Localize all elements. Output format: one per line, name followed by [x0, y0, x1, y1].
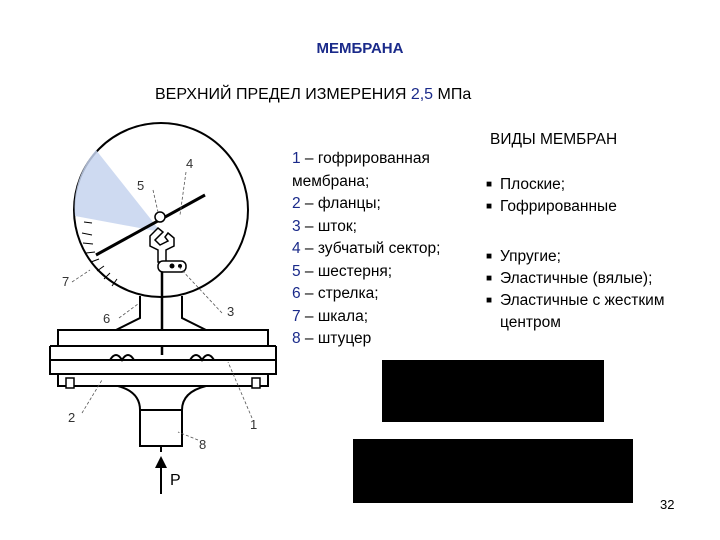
lower-flange [50, 360, 276, 374]
label-6: 6 [103, 311, 111, 326]
legend-item: 7 – шкала; [292, 307, 369, 325]
list-item: ■ Гофрированные [486, 196, 710, 218]
subtitle-unit: МПа [433, 86, 472, 103]
types-group-shape [486, 174, 710, 218]
list-item: ■ Эластичные с жестким центром [486, 292, 665, 331]
list-item: ■ Плоские; [486, 174, 710, 196]
legend-item: 3 – шток; [292, 217, 357, 235]
legend-item: 8 – штуцер [292, 330, 372, 347]
label-7: 7 [62, 274, 70, 289]
subtitle-prefix: ВЕРХНИЙ ПРЕДЕЛ ИЗМЕРЕНИЯ [155, 86, 411, 103]
slide-title: МЕМБРАНА [316, 40, 404, 57]
bullet-icon: ■ [486, 295, 493, 306]
label-5: 5 [137, 178, 145, 193]
bullet-icon: ■ [486, 273, 493, 284]
legend-item: 5 – шестерня; [292, 262, 393, 280]
image-placeholder-top [382, 360, 604, 422]
lower-housing [118, 386, 206, 410]
pinion-gear [155, 212, 165, 222]
legend-item: 1 – гофрированная [292, 150, 430, 167]
label-4: 4 [186, 156, 194, 171]
bullet-icon: ■ [486, 201, 493, 212]
legend-list [292, 148, 440, 351]
label-pressure: P [170, 472, 181, 489]
fitting [140, 410, 182, 446]
image-placeholder-bottom [353, 439, 633, 503]
legend-item: 4 – зубчатый сектор; [292, 240, 441, 257]
label-2: 2 [68, 410, 76, 425]
bullet-icon: ■ [486, 179, 493, 190]
subtitle-value: 2,5 [410, 86, 434, 103]
label-3: 3 [227, 304, 235, 319]
upper-flange [58, 330, 268, 346]
bullet-icon: ■ [486, 251, 493, 262]
list-item: ■ Упругие; [486, 246, 710, 268]
legend-item: 6 – стрелка; [292, 285, 379, 302]
page-number: 32 [660, 497, 675, 512]
legend-item: 2 – фланцы; [292, 195, 381, 212]
label-1: 1 [250, 417, 258, 432]
types-group-elasticity [486, 246, 710, 334]
label-8: 8 [199, 437, 207, 452]
list-item: ■ Эластичные (вялые); [486, 268, 710, 290]
types-heading: ВИДЫ МЕМБРАН [490, 131, 618, 148]
legend-item: мембрана; [292, 172, 370, 190]
